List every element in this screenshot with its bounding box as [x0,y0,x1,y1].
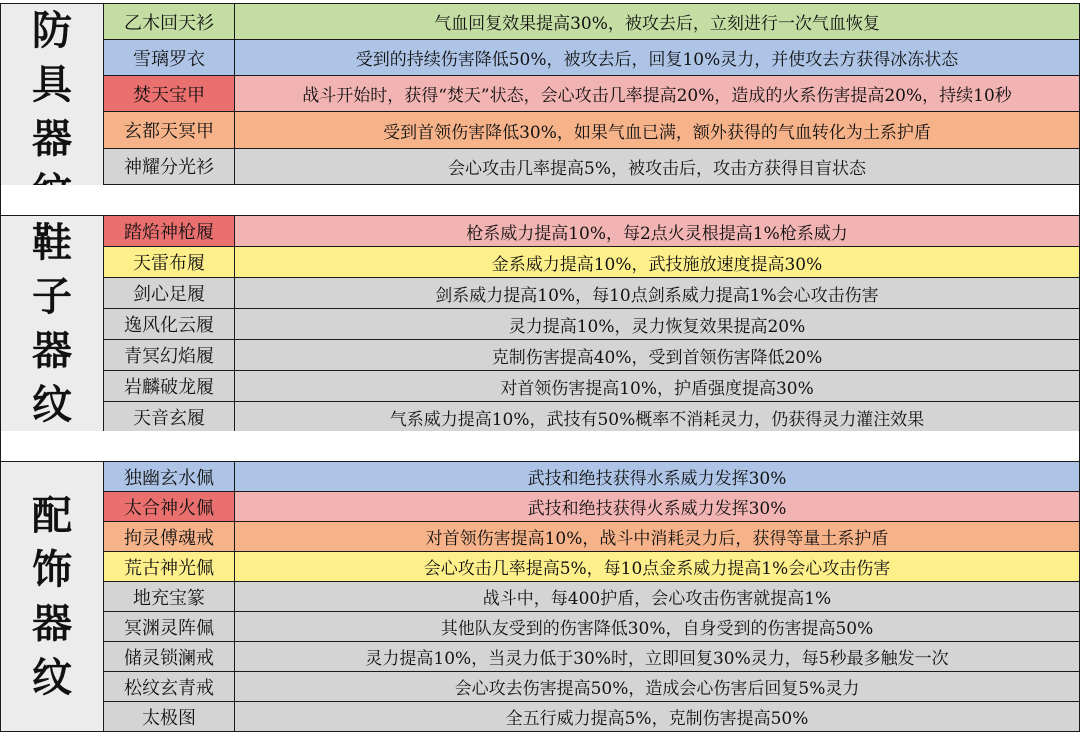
table-row [1,642,1080,672]
item-effect: 会心攻去伤害提高50%，造成会心伤害后回复5%灵力 [235,672,1080,702]
category-char: 器 [32,599,72,647]
table-row [1,247,1080,278]
item-effect: 战斗中，每400护盾，会心攻击伤害就提高1% [235,582,1080,612]
item-name: 拘灵傅魂戒 [104,522,235,552]
item-effect: 武技和绝技获得火系威力发挥30% [235,492,1080,522]
item-effect: 受到的持续伤害降低50%，被攻去后，回复10%灵力，并使攻去方获得冰冻状态 [235,40,1080,76]
item-name: 神耀分光衫 [104,148,235,184]
table-row [1,582,1080,612]
table-row [1,492,1080,522]
item-effect: 灵力提高10%，当灵力低于30%时，立即回复30%灵力，每5秒最多触发一次 [235,642,1080,672]
table-row [1,612,1080,642]
section-spacer [0,185,1080,215]
item-name: 焚天宝甲 [104,76,235,112]
category-char: 器 [32,327,72,374]
table-row [1,552,1080,582]
table-row [1,340,1080,371]
table-row [1,216,1080,247]
item-name: 玄都天冥甲 [104,112,235,148]
category-char: 纹 [32,653,72,701]
category-char: 子 [32,273,72,320]
item-name: 剑心足履 [104,278,235,309]
section-spacer [0,431,1080,461]
item-effect: 武技和绝技获得水系威力发挥30% [235,462,1080,492]
item-name: 太合神火佩 [104,492,235,522]
table-row [1,4,1080,40]
category-char: 具 [32,61,72,108]
item-effect: 会心攻击几率提高5%，每10点金系威力提高1%会心攻击伤害 [235,552,1080,582]
item-name: 岩麟破龙履 [104,371,235,402]
item-name: 冥渊灵阵佩 [104,612,235,642]
section-table [0,215,1080,433]
table-row [1,702,1080,732]
item-effect: 枪系威力提高10%，每2点火灵根提高1%枪系威力 [235,216,1080,247]
category-char: 器 [32,115,72,162]
category-char: 配 [32,491,72,539]
item-name: 储灵锁澜戒 [104,642,235,672]
item-name: 天雷布履 [104,247,235,278]
item-name: 青冥幻焰履 [104,340,235,371]
item-effect: 其他队友受到的伤害降低30%，自身受到的伤害提高50% [235,612,1080,642]
item-effect: 会心攻击几率提高5%，被攻击后，攻击方获得目盲状态 [235,148,1080,184]
table-row [1,402,1080,433]
item-effect: 金系威力提高10%，武技施放速度提高30% [235,247,1080,278]
category-char: 纹 [32,381,72,428]
item-name: 荒古神光佩 [104,552,235,582]
item-effect: 克制伤害提高40%，受到首领伤害降低20% [235,340,1080,371]
table-row [1,462,1080,492]
table-row [1,76,1080,112]
item-effect: 剑系威力提高10%，每10点剑系威力提高1%会心攻击伤害 [235,278,1080,309]
item-effect: 对首领伤害提高10%，护盾强度提高30% [235,371,1080,402]
category-label [1,462,104,732]
category-char: 饰 [32,545,72,593]
table-row [1,309,1080,340]
table-row [1,148,1080,184]
table-row [1,672,1080,702]
table-row [1,112,1080,148]
item-effect: 灵力提高10%，灵力恢复效果提高20% [235,309,1080,340]
table-row [1,371,1080,402]
item-name: 地充宝篆 [104,582,235,612]
category-char: 鞋 [32,219,72,266]
item-name: 独幽玄水佩 [104,462,235,492]
item-name: 太极图 [104,702,235,732]
item-name: 雪璃罗衣 [104,40,235,76]
item-effect: 对首领伤害提高10%，战斗中消耗灵力后，获得等量土系护盾 [235,522,1080,552]
item-effect: 全五行威力提高5%，克制伤害提高50% [235,702,1080,732]
category-label [1,216,104,433]
item-name: 乙木回天衫 [104,4,235,40]
item-name: 踏焰神枪履 [104,216,235,247]
item-name: 天音玄履 [104,402,235,433]
section-table [0,461,1080,732]
item-effect: 气血回复效果提高30%，被攻去后，立刻进行一次气血恢复 [235,4,1080,40]
item-name: 逸风化云履 [104,309,235,340]
table-row [1,522,1080,552]
item-effect: 战斗开始时，获得“焚天”状态，会心攻击几率提高20%，造成的火系伤害提高20%，持续10秒 [235,76,1080,112]
category-char: 防 [32,7,72,54]
item-effect: 受到首领伤害降低30%，如果气血已满，额外获得的气血转化为土系护盾 [235,112,1080,148]
table-row [1,278,1080,309]
table-row [1,40,1080,76]
item-effect: 气系威力提高10%，武技有50%概率不消耗灵力，仍获得灵力灌注效果 [235,402,1080,433]
item-name: 松纹玄青戒 [104,672,235,702]
